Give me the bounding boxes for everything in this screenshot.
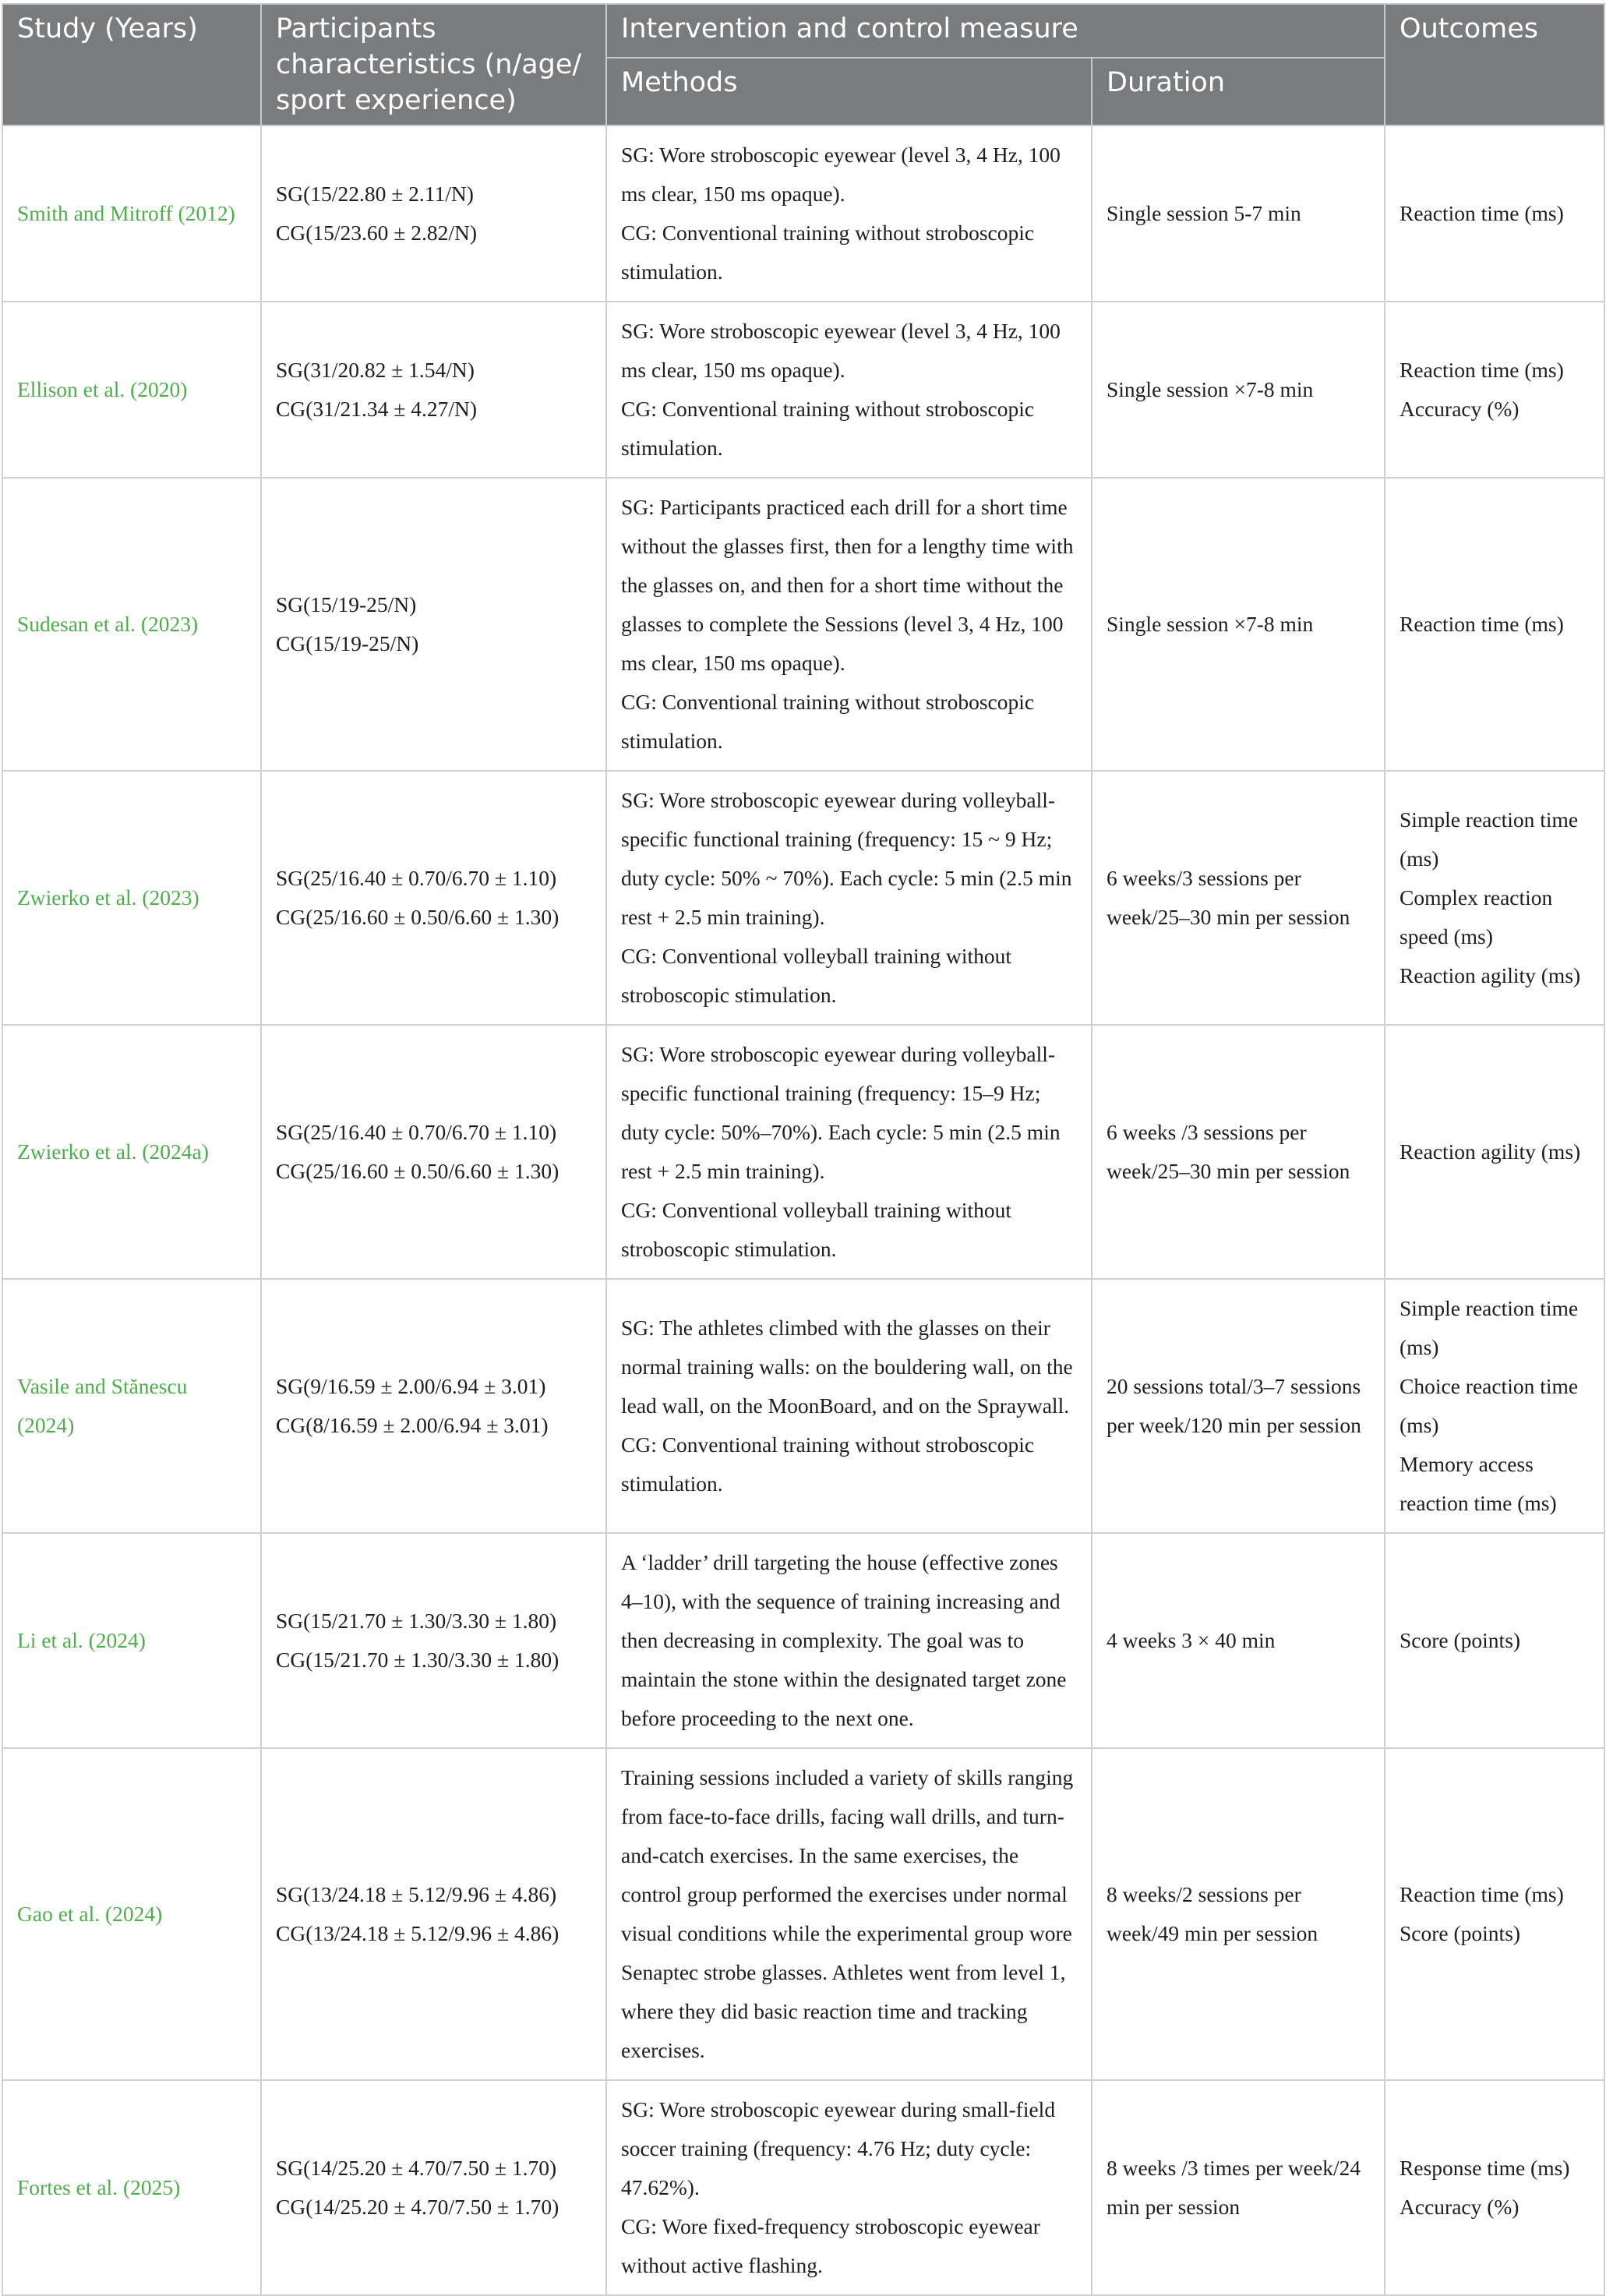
outcomes-cell: Reaction time (ms) <box>1385 125 1604 302</box>
methods-cell: SG: Participants practiced each drill for a short time without the glasses first, then for a lengthy time with the glasses on, and then for a short time without the glasses to complete the Sessions (level 3, 4 Hz, 100 ms clear, 150 ms opaque). CG: Conventional training without stroboscopic stimulation. <box>606 478 1092 771</box>
participants-cell <box>261 302 606 478</box>
methods-cell: SG: Wore stroboscopic eyewear during volleyball-specific functional training (frequency: 15 ~ 9 Hz; duty cycle: 50% ~ 70%). Each cycle: 5 min (2.5 min rest + 2.5 min training). CG: Conventional volleyball training without stroboscopic stimulation. <box>606 771 1092 1025</box>
table-row <box>2 125 1604 302</box>
cg-participants: CG(31/21.34 ± 4.27/N) <box>276 397 478 421</box>
study-cell: Gao et al. (2024) <box>2 1748 261 2080</box>
duration-cell: 6 weeks /3 sessions per week/25–30 min per session <box>1092 1025 1385 1279</box>
cg-participants: CG(15/21.70 ± 1.30/3.30 ± 1.80) <box>276 1648 559 1672</box>
cg-participants: CG(25/16.60 ± 0.50/6.60 ± 1.30) <box>276 1159 559 1183</box>
table-row <box>2 2080 1604 2295</box>
participants-cell <box>261 2080 606 2295</box>
participants-cell <box>261 1279 606 1533</box>
cg-participants: CG(8/16.59 ± 2.00/6.94 ± 3.01) <box>276 1413 549 1437</box>
participants-cell <box>261 478 606 771</box>
study-table-container <box>2 3 1604 2296</box>
cg-participants: CG(14/25.20 ± 4.70/7.50 ± 1.70) <box>276 2195 559 2219</box>
study-cell: Li et al. (2024) <box>2 1533 261 1748</box>
header-duration: Duration <box>1092 58 1385 125</box>
outcomes-cell: Score (points) <box>1385 1533 1604 1748</box>
methods-cell: SG: Wore stroboscopic eyewear during volleyball-specific functional training (frequency: 15–9 Hz; duty cycle: 50%–70%). Each cycle: 5 min (2.5 min rest + 2.5 min training). CG: Conventional volleyball training without stroboscopic stimulation. <box>606 1025 1092 1279</box>
header-intervention: Intervention and control measure <box>606 4 1385 58</box>
methods-cell: SG: The athletes climbed with the glasses on their normal training walls: on the bouldering wall, on the lead wall, on the MoonBoard, and on the Spraywall. CG: Conventional training without stroboscopic stimulation. <box>606 1279 1092 1533</box>
duration-cell: Single session ×7-8 min <box>1092 478 1385 771</box>
sg-participants: SG(25/16.40 ± 0.70/6.70 ± 1.10) <box>276 1120 557 1144</box>
methods-cell: SG: Wore stroboscopic eyewear (level 3, 4 Hz, 100 ms clear, 150 ms opaque). CG: Conventional training without stroboscopic stimulation. <box>606 125 1092 302</box>
sg-participants: SG(31/20.82 ± 1.54/N) <box>276 358 475 382</box>
outcomes-cell: Response time (ms) Accuracy (%) <box>1385 2080 1604 2295</box>
outcomes-cell: Reaction time (ms) <box>1385 478 1604 771</box>
sg-participants: SG(25/16.40 ± 0.70/6.70 ± 1.10) <box>276 866 557 890</box>
outcomes-cell: Reaction time (ms) Score (points) <box>1385 1748 1604 2080</box>
participants-cell <box>261 125 606 302</box>
study-cell: Sudesan et al. (2023) <box>2 478 261 771</box>
cg-participants: CG(15/23.60 ± 2.82/N) <box>276 221 478 245</box>
duration-cell: 4 weeks 3 × 40 min <box>1092 1533 1385 1748</box>
study-cell: Fortes et al. (2025) <box>2 2080 261 2295</box>
sg-participants: SG(13/24.18 ± 5.12/9.96 ± 4.86) <box>276 1882 557 1906</box>
table-row <box>2 771 1604 1025</box>
table-row <box>2 1533 1604 1748</box>
table-body <box>2 125 1604 2295</box>
table-row <box>2 1025 1604 1279</box>
header-methods: Methods <box>606 58 1092 125</box>
header-participants: Participants characteristics (n/age/ sport experience) <box>261 4 606 125</box>
study-cell: Smith and Mitroff (2012) <box>2 125 261 302</box>
study-cell: Zwierko et al. (2023) <box>2 771 261 1025</box>
methods-cell: SG: Wore stroboscopic eyewear (level 3, 4 Hz, 100 ms clear, 150 ms opaque). CG: Conventional training without stroboscopic stimulation. <box>606 302 1092 478</box>
sg-participants: SG(15/19-25/N) <box>276 592 417 616</box>
duration-cell: Single session ×7-8 min <box>1092 302 1385 478</box>
sg-participants: SG(9/16.59 ± 2.00/6.94 ± 3.01) <box>276 1374 546 1398</box>
study-cell: Ellison et al. (2020) <box>2 302 261 478</box>
participants-cell <box>261 1748 606 2080</box>
duration-cell: 8 weeks/2 sessions per week/49 min per session <box>1092 1748 1385 2080</box>
table-row <box>2 478 1604 771</box>
table-row <box>2 302 1604 478</box>
header-study: Study (Years) <box>2 4 261 125</box>
outcomes-cell: Simple reaction time (ms) Complex reaction speed (ms) Reaction agility (ms) <box>1385 771 1604 1025</box>
methods-cell: SG: Wore stroboscopic eyewear during small-field soccer training (frequency: 4.76 Hz; duty cycle: 47.62%). CG: Wore fixed-frequency stroboscopic eyewear without active flashing. <box>606 2080 1092 2295</box>
participants-cell <box>261 1533 606 1748</box>
participants-cell <box>261 1025 606 1279</box>
outcomes-cell: Reaction time (ms) Accuracy (%) <box>1385 302 1604 478</box>
duration-cell: 8 weeks /3 times per week/24 min per session <box>1092 2080 1385 2295</box>
methods-cell: A ‘ladder’ drill targeting the house (effective zones 4–10), with the sequence of training increasing and then decreasing in complexity. The goal was to maintain the stone within the designated target zone before proceeding to the next one. <box>606 1533 1092 1748</box>
table-row <box>2 1748 1604 2080</box>
methods-cell: Training sessions included a variety of skills ranging from face-to-face drills, facing wall drills, and turn-and-catch exercises. In the same exercises, the control group performed the exercises under normal visual conditions while the experimental group wore Senaptec strobe glasses. Athletes went from level 1, where they did basic reaction time and tracking exercises. <box>606 1748 1092 2080</box>
study-table <box>2 3 1605 2296</box>
study-cell: Zwierko et al. (2024a) <box>2 1025 261 1279</box>
sg-participants: SG(15/22.80 ± 2.11/N) <box>276 182 474 206</box>
table-header <box>2 4 1604 125</box>
duration-cell: 20 sessions total/3–7 sessions per week/120 min per session <box>1092 1279 1385 1533</box>
cg-participants: CG(13/24.18 ± 5.12/9.96 ± 4.86) <box>276 1921 559 1945</box>
sg-participants: SG(14/25.20 ± 4.70/7.50 ± 1.70) <box>276 2156 557 2180</box>
cg-participants: CG(25/16.60 ± 0.50/6.60 ± 1.30) <box>276 905 559 929</box>
cg-participants: CG(15/19-25/N) <box>276 631 419 655</box>
study-cell: Vasile and Stănescu (2024) <box>2 1279 261 1533</box>
sg-participants: SG(15/21.70 ± 1.30/3.30 ± 1.80) <box>276 1609 557 1633</box>
table-row <box>2 1279 1604 1533</box>
participants-cell <box>261 771 606 1025</box>
header-outcomes: Outcomes <box>1385 4 1604 125</box>
outcomes-cell: Simple reaction time (ms) Choice reaction time (ms) Memory access reaction time (ms) <box>1385 1279 1604 1533</box>
outcomes-cell: Reaction agility (ms) <box>1385 1025 1604 1279</box>
duration-cell: Single session 5-7 min <box>1092 125 1385 302</box>
duration-cell: 6 weeks/3 sessions per week/25–30 min per session <box>1092 771 1385 1025</box>
